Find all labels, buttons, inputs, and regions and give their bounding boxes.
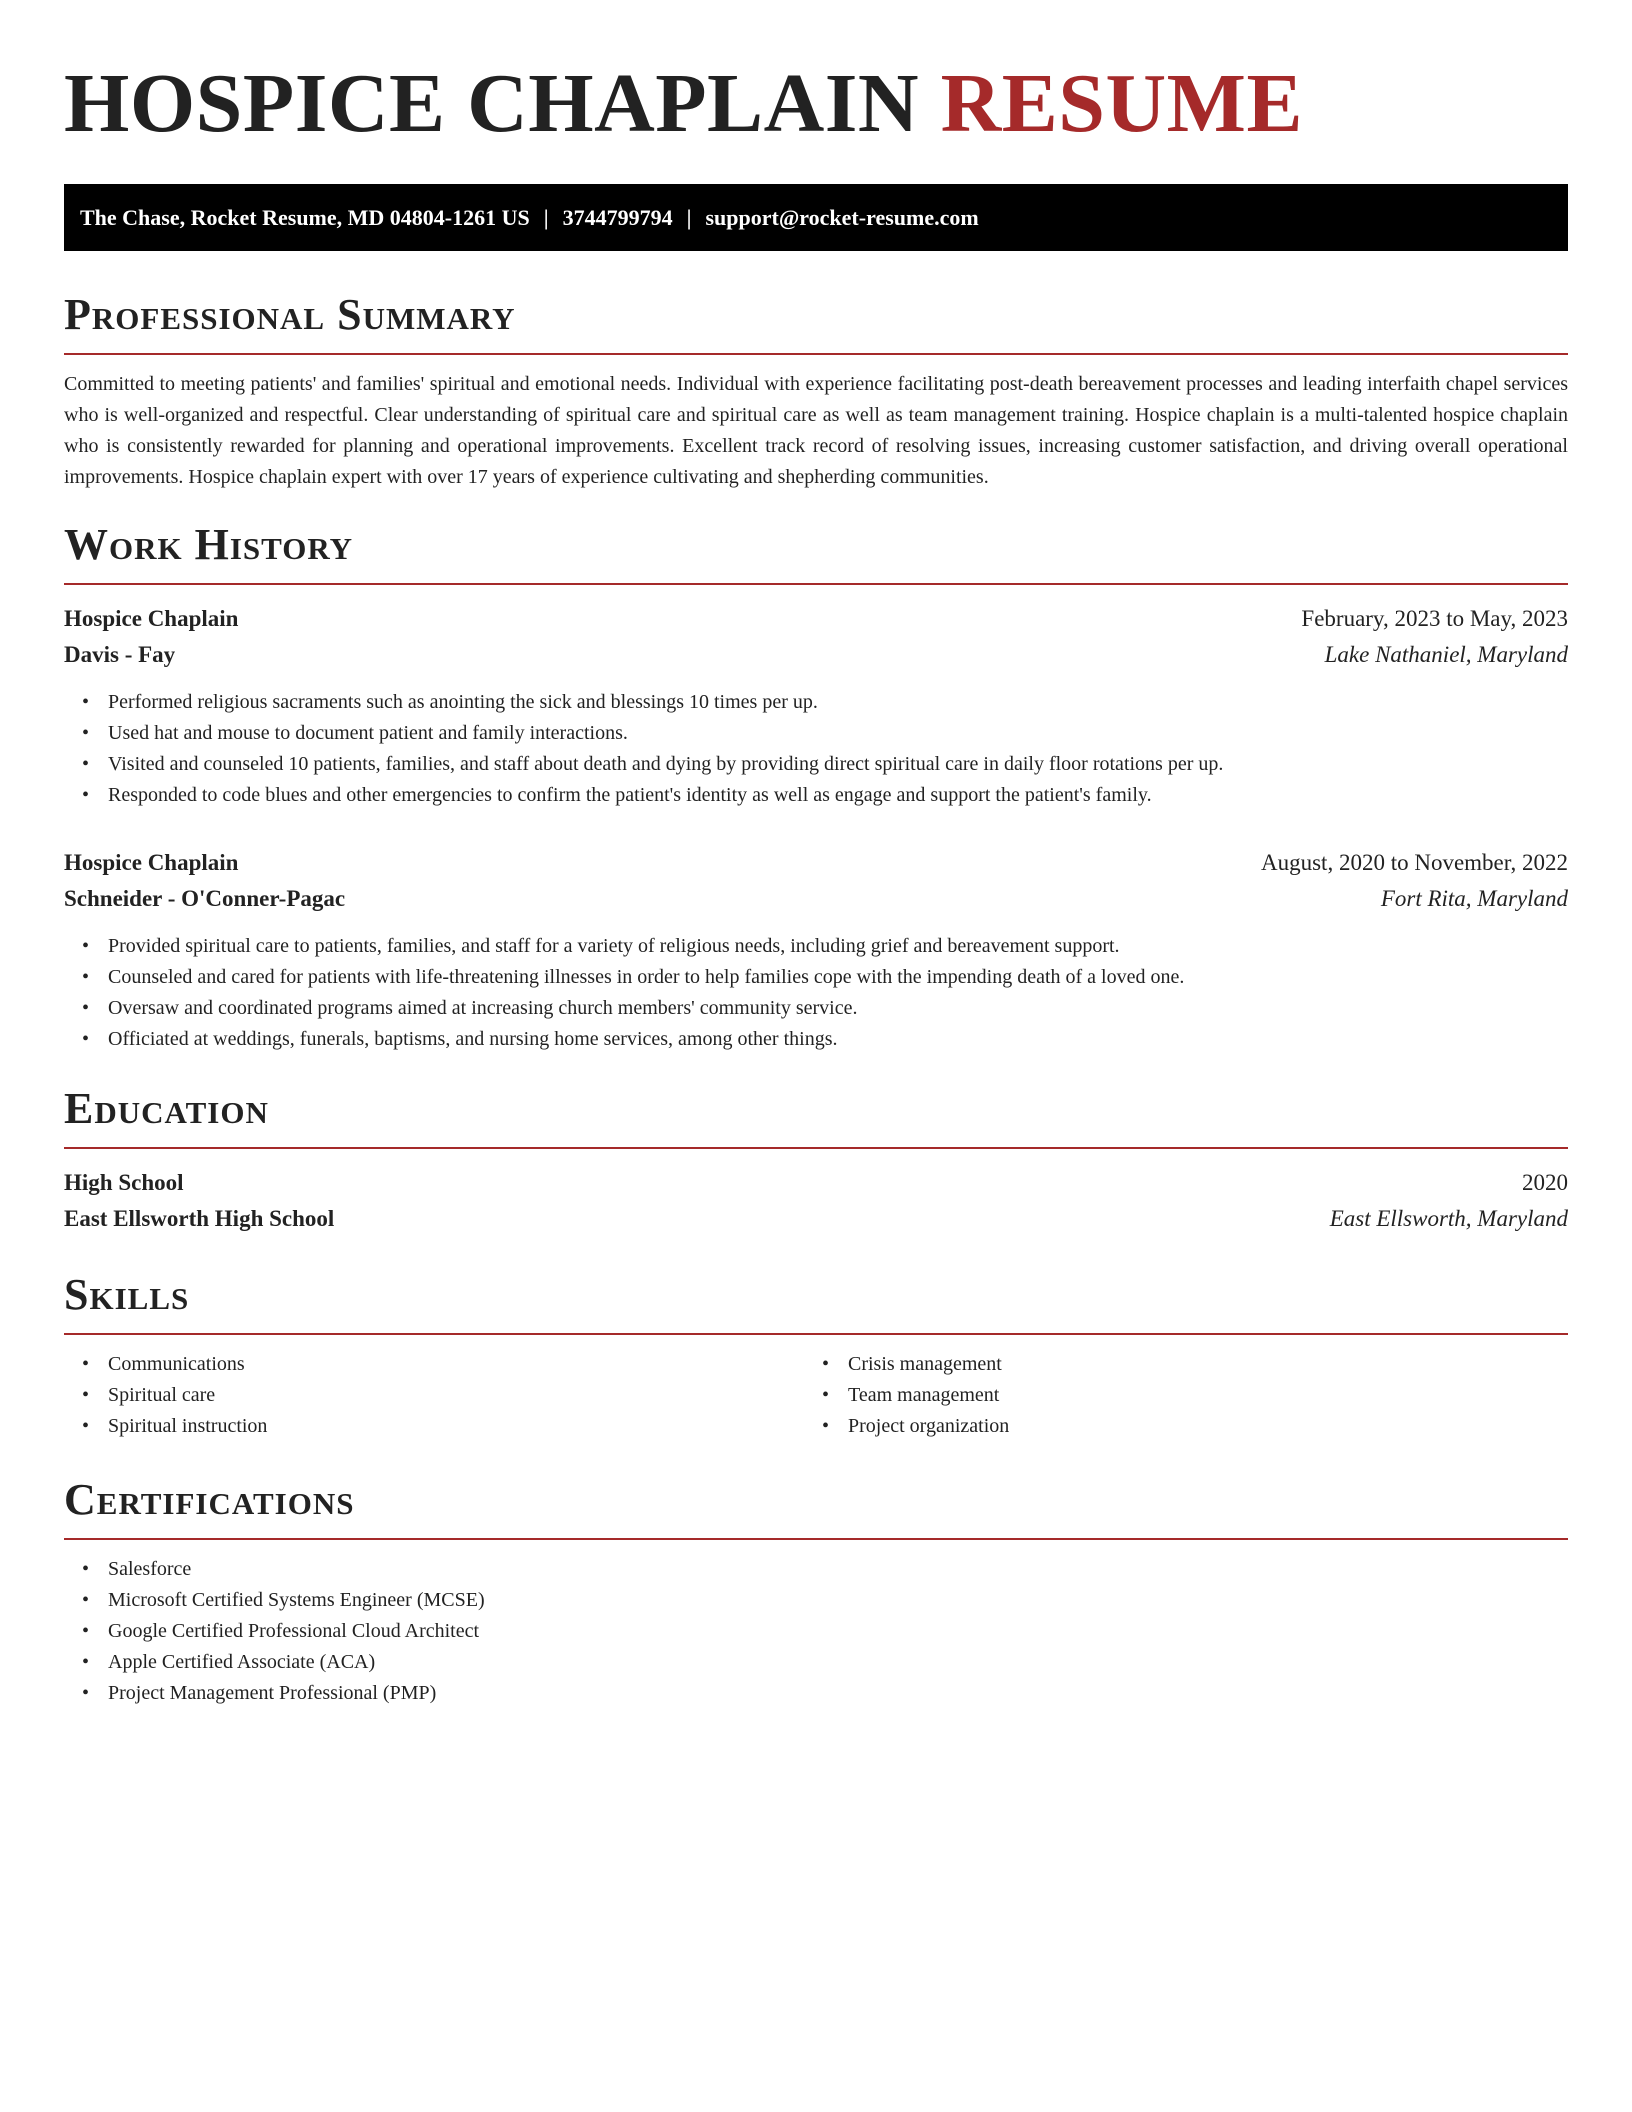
skills-column-left xyxy=(64,1349,804,1442)
list-item: • Project organization xyxy=(848,1411,1544,1442)
section-heading-certifications: Certifications xyxy=(64,1475,355,1524)
education-school-row xyxy=(64,1201,1568,1237)
certifications-section xyxy=(64,1474,1568,1709)
list-item: • Crisis management xyxy=(848,1349,1544,1380)
job-company: Schneider - O'Conner-Pagac xyxy=(64,886,346,911)
title-accent: RESUME xyxy=(940,57,1303,150)
job-entry xyxy=(64,601,1568,811)
section-heading-education: Education xyxy=(64,1084,269,1133)
list-item: • Visited and counseled 10 patients, families, and staff about death and dying by providing direct spiritual care in daily floor rotations per up. xyxy=(108,749,1568,780)
education-degree: High School xyxy=(64,1170,184,1195)
education-entry xyxy=(64,1165,1568,1237)
contact-phone: 3744799794 xyxy=(562,205,673,230)
section-divider xyxy=(64,1147,1568,1149)
list-item: • Spiritual instruction xyxy=(108,1411,804,1442)
job-bullets xyxy=(64,931,1568,1055)
summary-section xyxy=(64,289,1568,493)
contact-address: The Chase, Rocket Resume, MD 04804-1261 US xyxy=(80,205,530,230)
section-divider xyxy=(64,583,1568,585)
skills-list-left xyxy=(64,1349,804,1442)
list-item: • Officiated at weddings, funerals, baptisms, and nursing home services, among other things. xyxy=(108,1024,1568,1055)
skills-column-right xyxy=(804,1349,1544,1442)
job-company: Davis - Fay xyxy=(64,642,176,667)
skills-columns xyxy=(64,1349,1568,1442)
job-dates: August, 2020 to November, 2022 xyxy=(1261,850,1568,875)
list-item: • Oversaw and coordinated programs aimed at increasing church members' community service. xyxy=(108,993,1568,1024)
job-dates: February, 2023 to May, 2023 xyxy=(1301,606,1568,631)
section-heading-work-history: Work History xyxy=(64,520,354,569)
title-main: HOSPICE CHAPLAIN xyxy=(64,57,920,150)
certifications-list xyxy=(64,1554,1568,1709)
job-location: Fort Rita, Maryland xyxy=(1380,886,1568,911)
list-item: • Team management xyxy=(848,1380,1544,1411)
section-heading-summary: Professional Summary xyxy=(64,290,516,339)
list-item: • Google Certified Professional Cloud Architect xyxy=(108,1616,1568,1647)
job-entry xyxy=(64,845,1568,1055)
contact-separator: | xyxy=(686,205,692,230)
job-title-row xyxy=(64,845,1568,881)
section-divider xyxy=(64,1538,1568,1540)
list-item: • Communications xyxy=(108,1349,804,1380)
section-divider xyxy=(64,353,1568,355)
job-company-row xyxy=(64,881,1568,917)
education-section xyxy=(64,1083,1568,1237)
education-year: 2020 xyxy=(1522,1170,1568,1195)
education-location: East Ellsworth, Maryland xyxy=(1329,1206,1568,1231)
skills-section xyxy=(64,1269,1568,1442)
list-item: • Counseled and cared for patients with life-threatening illnesses in order to help families cope with the impending death of a loved one. xyxy=(108,962,1568,993)
job-title: Hospice Chaplain xyxy=(64,606,239,631)
list-item: • Spiritual care xyxy=(108,1380,804,1411)
job-company-row xyxy=(64,637,1568,673)
section-divider xyxy=(64,1333,1568,1335)
education-degree-row xyxy=(64,1165,1568,1201)
resume-title xyxy=(64,56,1568,152)
list-item: • Responded to code blues and other emergencies to confirm the patient's identity as well as engage and support the patient's family. xyxy=(108,780,1568,811)
contact-email: support@rocket-resume.com xyxy=(705,205,979,230)
list-item: • Salesforce xyxy=(108,1554,1568,1585)
list-item: • Apple Certified Associate (ACA) xyxy=(108,1647,1568,1678)
list-item: • Used hat and mouse to document patient and family interactions. xyxy=(108,718,1568,749)
list-item: • Microsoft Certified Systems Engineer (MCSE) xyxy=(108,1585,1568,1616)
contact-bar xyxy=(64,184,1568,251)
list-item: • Provided spiritual care to patients, families, and staff for a variety of religious needs, including grief and bereavement support. xyxy=(108,931,1568,962)
job-title: Hospice Chaplain xyxy=(64,850,239,875)
list-item: • Project Management Professional (PMP) xyxy=(108,1678,1568,1709)
resume-page xyxy=(64,0,1568,1709)
summary-text: Committed to meeting patients' and families' spiritual and emotional needs. Individual with experience facilitating post-death bereavement processes and leading interfaith chapel services who is well-organized and respectful. Clear understanding of spiritual care and spiritual care as well as team management training. Hospice chaplain is a multi-talented hospice chaplain who is consistently rewarded for planning and operational improvements. Excellent track record of resolving issues, increasing customer satisfaction, and driving overall operational improvements. Hospice chaplain expert with over 17 years of experience cultivating and shepherding communities. xyxy=(64,373,1568,488)
job-location: Lake Nathaniel, Maryland xyxy=(1324,642,1568,667)
job-bullets xyxy=(64,687,1568,811)
skills-list-right xyxy=(804,1349,1544,1442)
section-heading-skills: Skills xyxy=(64,1270,190,1319)
job-title-row xyxy=(64,601,1568,637)
contact-separator: | xyxy=(543,205,549,230)
work-history-section xyxy=(64,519,1568,1055)
education-school: East Ellsworth High School xyxy=(64,1206,335,1231)
list-item: • Performed religious sacraments such as anointing the sick and blessings 10 times per up. xyxy=(108,687,1568,718)
